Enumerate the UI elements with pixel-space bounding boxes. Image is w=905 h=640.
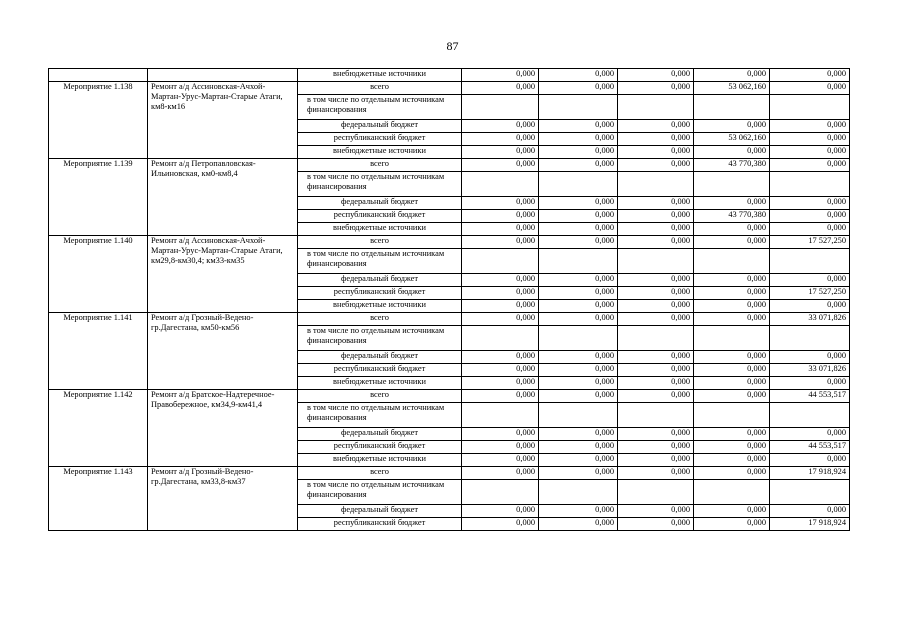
funding-source-cell: республиканский бюджет [298, 441, 462, 454]
amount-cell: 0,000 [694, 351, 770, 364]
funding-source-cell: внебюджетные источники [298, 377, 462, 390]
amount-cell: 53 062,160 [694, 82, 770, 95]
amount-cell: 0,000 [770, 159, 850, 172]
amount-cell: 0,000 [770, 133, 850, 146]
amount-cell: 0,000 [694, 300, 770, 313]
amount-cell: 0,000 [539, 120, 618, 133]
amount-cell: 0,000 [539, 223, 618, 236]
amount-cell: 0,000 [462, 287, 539, 300]
amount-cell: 0,000 [694, 377, 770, 390]
event-cell [49, 69, 148, 82]
amount-cell: 0,000 [618, 518, 694, 531]
amount-cell: 0,000 [694, 69, 770, 82]
event-name-cell: Ремонт а/д Братское-Надтеречное-Правобережное, км34,9-км41,4 [148, 390, 298, 467]
amount-cell: 0,000 [770, 223, 850, 236]
amount-cell [694, 95, 770, 120]
amount-cell: 0,000 [539, 146, 618, 159]
amount-cell: 0,000 [462, 428, 539, 441]
amount-cell: 0,000 [462, 69, 539, 82]
amount-cell: 0,000 [694, 313, 770, 326]
amount-cell [694, 403, 770, 428]
amount-cell: 17 918,924 [770, 518, 850, 531]
table-row [49, 236, 850, 249]
amount-cell: 0,000 [539, 390, 618, 403]
amount-cell: 0,000 [618, 197, 694, 210]
amount-cell: 0,000 [539, 210, 618, 223]
amount-cell: 0,000 [618, 120, 694, 133]
amount-cell: 0,000 [462, 377, 539, 390]
funding-source-cell: республиканский бюджет [298, 518, 462, 531]
amount-cell: 0,000 [539, 82, 618, 95]
amount-cell: 0,000 [539, 467, 618, 480]
funding-source-cell: в том числе по отдельным источникам финансирования [298, 172, 462, 197]
amount-cell: 43 770,380 [694, 159, 770, 172]
amount-cell: 0,000 [770, 351, 850, 364]
page-number: 87 [446, 39, 459, 53]
amount-cell [462, 326, 539, 351]
amount-cell: 43 770,380 [694, 210, 770, 223]
amount-cell: 0,000 [618, 428, 694, 441]
amount-cell [462, 403, 539, 428]
amount-cell: 0,000 [462, 300, 539, 313]
amount-cell: 0,000 [694, 287, 770, 300]
amount-cell: 0,000 [539, 197, 618, 210]
funding-source-cell: всего [298, 390, 462, 403]
amount-cell: 0,000 [618, 377, 694, 390]
amount-cell: 0,000 [694, 454, 770, 467]
funding-source-cell: в том числе по отдельным источникам финансирования [298, 326, 462, 351]
amount-cell: 0,000 [694, 441, 770, 454]
amount-cell: 0,000 [462, 133, 539, 146]
amount-cell [539, 95, 618, 120]
funding-source-cell: внебюджетные источники [298, 69, 462, 82]
funding-source-cell: республиканский бюджет [298, 133, 462, 146]
amount-cell: 0,000 [770, 274, 850, 287]
funding-source-cell: в том числе по отдельным источникам финансирования [298, 403, 462, 428]
amount-cell: 0,000 [462, 159, 539, 172]
amount-cell: 0,000 [539, 441, 618, 454]
table-row [49, 313, 850, 326]
amount-cell: 0,000 [694, 505, 770, 518]
amount-cell: 0,000 [539, 505, 618, 518]
amount-cell [618, 172, 694, 197]
amount-cell: 53 062,160 [694, 133, 770, 146]
table-row [49, 159, 850, 172]
amount-cell: 0,000 [462, 313, 539, 326]
funding-source-cell: федеральный бюджет [298, 197, 462, 210]
event-label-cell: Мероприятие 1.143 [49, 467, 148, 531]
amount-cell: 0,000 [618, 133, 694, 146]
amount-cell [462, 249, 539, 274]
amount-cell: 0,000 [770, 454, 850, 467]
amount-cell: 0,000 [694, 120, 770, 133]
amount-cell [770, 95, 850, 120]
amount-cell [770, 172, 850, 197]
funding-source-cell: всего [298, 159, 462, 172]
funding-source-cell: республиканский бюджет [298, 287, 462, 300]
amount-cell: 0,000 [462, 236, 539, 249]
amount-cell [770, 480, 850, 505]
funding-source-cell: федеральный бюджет [298, 351, 462, 364]
financing-table [48, 68, 850, 531]
funding-source-cell: внебюджетные источники [298, 223, 462, 236]
funding-source-cell: всего [298, 313, 462, 326]
amount-cell: 44 553,517 [770, 390, 850, 403]
event-name-cell [148, 69, 298, 82]
event-name-cell: Ремонт а/д Петропавловская-Ильиновская, км0-км8,4 [148, 159, 298, 236]
event-name-cell: Ремонт а/д Ассиновская-Ачхой-Мартан-Урус-Мартан-Старые Атаги, км8-км16 [148, 82, 298, 159]
amount-cell [539, 326, 618, 351]
amount-cell: 0,000 [694, 223, 770, 236]
funding-source-cell: в том числе по отдельным источникам финансирования [298, 480, 462, 505]
amount-cell: 0,000 [694, 236, 770, 249]
amount-cell: 0,000 [618, 313, 694, 326]
amount-cell: 0,000 [618, 467, 694, 480]
amount-cell: 0,000 [618, 364, 694, 377]
amount-cell [462, 95, 539, 120]
amount-cell [618, 326, 694, 351]
amount-cell: 0,000 [462, 146, 539, 159]
amount-cell [539, 172, 618, 197]
funding-source-cell: внебюджетные источники [298, 300, 462, 313]
amount-cell [618, 480, 694, 505]
amount-cell: 0,000 [462, 518, 539, 531]
funding-source-cell: всего [298, 236, 462, 249]
financing-table-body [49, 69, 850, 531]
table-row [49, 467, 850, 480]
amount-cell: 0,000 [462, 364, 539, 377]
amount-cell: 0,000 [539, 236, 618, 249]
funding-source-cell: всего [298, 82, 462, 95]
amount-cell: 0,000 [618, 505, 694, 518]
amount-cell [618, 403, 694, 428]
amount-cell: 0,000 [618, 351, 694, 364]
amount-cell: 0,000 [694, 518, 770, 531]
amount-cell: 0,000 [462, 390, 539, 403]
event-label-cell: Мероприятие 1.142 [49, 390, 148, 467]
amount-cell: 0,000 [770, 120, 850, 133]
funding-source-cell: федеральный бюджет [298, 120, 462, 133]
amount-cell [618, 95, 694, 120]
amount-cell: 0,000 [539, 69, 618, 82]
amount-cell: 0,000 [618, 454, 694, 467]
amount-cell [694, 172, 770, 197]
amount-cell: 0,000 [539, 518, 618, 531]
funding-source-cell: в том числе по отдельным источникам финансирования [298, 249, 462, 274]
event-name-cell: Ремонт а/д Ассиновская-Ачхой-Мартан-Урус-Мартан-Старые Атаги, км29,8-км30,4; км33-км35 [148, 236, 298, 313]
amount-cell: 17 527,250 [770, 287, 850, 300]
amount-cell: 0,000 [462, 467, 539, 480]
amount-cell [618, 249, 694, 274]
funding-source-cell: республиканский бюджет [298, 210, 462, 223]
funding-source-cell: внебюджетные источники [298, 454, 462, 467]
amount-cell: 0,000 [770, 210, 850, 223]
table-row [49, 390, 850, 403]
amount-cell [770, 326, 850, 351]
amount-cell: 0,000 [618, 69, 694, 82]
event-label-cell: Мероприятие 1.139 [49, 159, 148, 236]
amount-cell: 0,000 [618, 236, 694, 249]
funding-source-cell: внебюджетные источники [298, 146, 462, 159]
amount-cell: 0,000 [539, 287, 618, 300]
amount-cell: 0,000 [770, 300, 850, 313]
amount-cell: 0,000 [770, 377, 850, 390]
amount-cell [770, 249, 850, 274]
event-label-cell: Мероприятие 1.141 [49, 313, 148, 390]
amount-cell: 0,000 [694, 428, 770, 441]
amount-cell: 0,000 [462, 351, 539, 364]
amount-cell: 0,000 [618, 146, 694, 159]
amount-cell: 0,000 [770, 197, 850, 210]
amount-cell: 0,000 [618, 441, 694, 454]
amount-cell: 0,000 [618, 300, 694, 313]
amount-cell: 33 071,826 [770, 364, 850, 377]
amount-cell: 0,000 [618, 210, 694, 223]
amount-cell [539, 249, 618, 274]
funding-source-cell: республиканский бюджет [298, 364, 462, 377]
amount-cell: 0,000 [618, 159, 694, 172]
funding-source-cell: всего [298, 467, 462, 480]
amount-cell: 17 527,250 [770, 236, 850, 249]
amount-cell: 0,000 [618, 390, 694, 403]
amount-cell: 0,000 [539, 454, 618, 467]
amount-cell: 0,000 [539, 428, 618, 441]
amount-cell: 0,000 [462, 223, 539, 236]
amount-cell: 0,000 [694, 364, 770, 377]
amount-cell: 0,000 [462, 210, 539, 223]
event-label-cell: Мероприятие 1.140 [49, 236, 148, 313]
amount-cell: 0,000 [618, 223, 694, 236]
amount-cell: 0,000 [462, 197, 539, 210]
amount-cell: 0,000 [770, 82, 850, 95]
amount-cell: 0,000 [770, 505, 850, 518]
amount-cell: 0,000 [694, 146, 770, 159]
funding-source-cell: федеральный бюджет [298, 505, 462, 518]
amount-cell: 0,000 [462, 120, 539, 133]
amount-cell: 0,000 [539, 133, 618, 146]
amount-cell: 0,000 [694, 467, 770, 480]
amount-cell [694, 249, 770, 274]
amount-cell: 0,000 [694, 197, 770, 210]
amount-cell: 0,000 [539, 274, 618, 287]
amount-cell: 0,000 [539, 364, 618, 377]
amount-cell: 0,000 [462, 441, 539, 454]
amount-cell: 0,000 [539, 300, 618, 313]
amount-cell: 0,000 [770, 69, 850, 82]
amount-cell [539, 480, 618, 505]
amount-cell: 0,000 [618, 82, 694, 95]
table-row [49, 69, 850, 82]
event-label-cell: Мероприятие 1.138 [49, 82, 148, 159]
amount-cell: 0,000 [462, 274, 539, 287]
amount-cell: 0,000 [539, 313, 618, 326]
amount-cell: 33 071,826 [770, 313, 850, 326]
event-name-cell: Ремонт а/д Грозный-Ведено-гр.Дагестана, км33,8-км37 [148, 467, 298, 531]
event-name-cell: Ремонт а/д Грозный-Ведено-гр.Дагестана, км50-км56 [148, 313, 298, 390]
amount-cell: 0,000 [539, 351, 618, 364]
amount-cell: 0,000 [770, 146, 850, 159]
amount-cell: 17 918,924 [770, 467, 850, 480]
amount-cell: 0,000 [618, 274, 694, 287]
amount-cell: 0,000 [462, 82, 539, 95]
amount-cell: 0,000 [770, 428, 850, 441]
amount-cell: 0,000 [462, 505, 539, 518]
amount-cell [694, 326, 770, 351]
amount-cell: 0,000 [618, 287, 694, 300]
amount-cell [462, 172, 539, 197]
funding-source-cell: федеральный бюджет [298, 274, 462, 287]
amount-cell [770, 403, 850, 428]
amount-cell: 0,000 [539, 159, 618, 172]
amount-cell [694, 480, 770, 505]
amount-cell [462, 480, 539, 505]
funding-source-cell: федеральный бюджет [298, 428, 462, 441]
amount-cell: 0,000 [694, 390, 770, 403]
amount-cell: 0,000 [539, 377, 618, 390]
table-row [49, 82, 850, 95]
amount-cell: 0,000 [694, 274, 770, 287]
amount-cell: 44 553,517 [770, 441, 850, 454]
funding-source-cell: в том числе по отдельным источникам финансирования [298, 95, 462, 120]
amount-cell: 0,000 [462, 454, 539, 467]
amount-cell [539, 403, 618, 428]
